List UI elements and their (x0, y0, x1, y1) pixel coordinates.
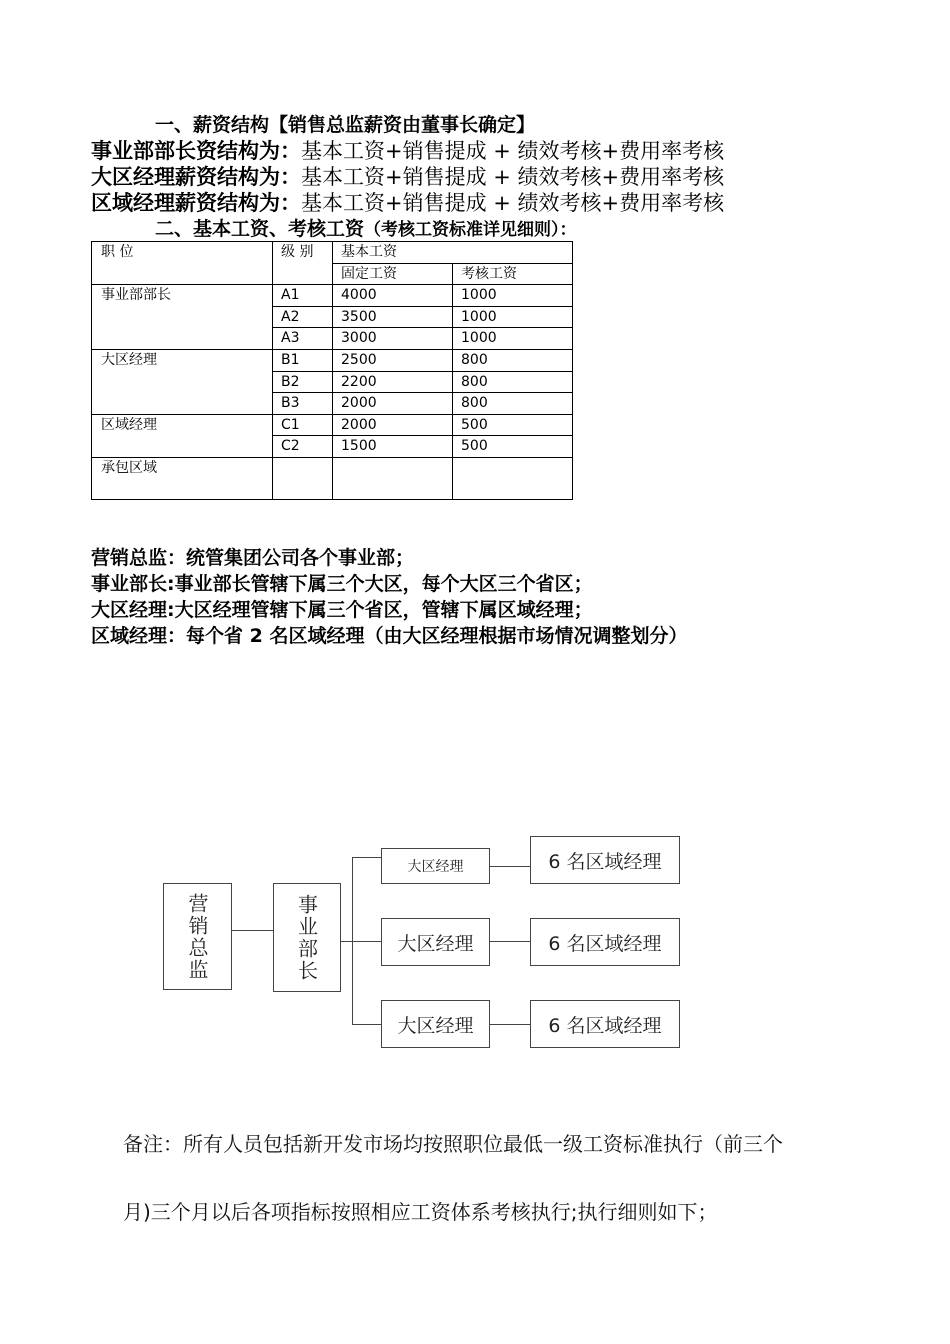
org-box-region-manager: 大区经理 (381, 918, 490, 966)
structure-value: 基本工资+销售提成 + 绩效考核+费用率考核 (301, 139, 725, 163)
duty-line-marketing-director: 营销总监：统管集团公司各个事业部； (91, 547, 415, 569)
assess-cell: 1000 (453, 328, 573, 350)
org-box-region-manager: 大区经理 (381, 848, 490, 884)
fixed-cell: 2000 (333, 414, 453, 436)
fixed-cell: 3000 (333, 328, 453, 350)
structure-line-region-manager (91, 164, 724, 190)
org-box-region-manager: 大区经理 (381, 1000, 490, 1048)
level-cell: A2 (273, 306, 333, 328)
duty-line-dept-head: 事业部长:事业部长管辖下属三个大区，每个大区三个省区； (91, 573, 593, 595)
org-connector (352, 1024, 381, 1025)
org-connector (352, 857, 381, 858)
structure-value: 基本工资+销售提成 + 绩效考核+费用率考核 (301, 191, 725, 215)
org-connector (490, 1024, 530, 1025)
level-cell: B2 (273, 371, 333, 393)
table-row (92, 414, 573, 436)
level-cell: B1 (273, 349, 333, 371)
structure-value: 基本工资+销售提成 + 绩效考核+费用率考核 (301, 165, 725, 189)
org-box-area-managers: 6 名区域经理 (530, 918, 680, 966)
assess-cell: 800 (453, 371, 573, 393)
fixed-cell: 2200 (333, 371, 453, 393)
assess-cell: 800 (453, 393, 573, 415)
level-cell: A1 (273, 285, 333, 307)
header-fixed-salary: 固定工资 (333, 263, 453, 285)
level-cell: C1 (273, 414, 333, 436)
note-line-1: 备注：所有人员包括新开发市场均按照职位最低一级工资标准执行（前三个 (123, 1132, 783, 1156)
assess-cell: 500 (453, 414, 573, 436)
section2-title-main: 二、基本工资、考核工资 (155, 218, 365, 240)
org-box-level2: 事业部长 (273, 883, 341, 992)
section1-title: 一、薪资结构【销售总监薪资由董事长确定】 (155, 114, 536, 136)
assess-cell: 1000 (453, 285, 573, 307)
header-position: 职 位 (92, 242, 273, 285)
level-cell: A3 (273, 328, 333, 350)
org-box-area-managers: 6 名区域经理 (530, 1000, 680, 1048)
position-cell: 大区经理 (92, 349, 273, 414)
fixed-cell: 3500 (333, 306, 453, 328)
fixed-cell: 1500 (333, 436, 453, 458)
assess-cell: 500 (453, 436, 573, 458)
fixed-cell: 2000 (333, 393, 453, 415)
org-connector (352, 941, 381, 942)
structure-label: 区域经理薪资结构为： (91, 191, 301, 215)
note-line-2: 月)三个月以后各项指标按照相应工资体系考核执行;执行细则如下； (123, 1200, 718, 1224)
org-box-area-managers: 6 名区域经理 (530, 836, 680, 884)
assess-cell: 800 (453, 349, 573, 371)
position-cell: 承包区域 (92, 457, 273, 499)
table-row (92, 349, 573, 371)
fixed-cell: 4000 (333, 285, 453, 307)
header-level: 级 别 (273, 242, 333, 285)
level-cell (273, 457, 333, 499)
table-header-row (92, 242, 573, 264)
level-cell: B3 (273, 393, 333, 415)
duty-line-region-manager: 大区经理:大区经理管辖下属三个省区，管辖下属区域经理； (91, 599, 593, 621)
fixed-cell (333, 457, 453, 499)
salary-table (91, 241, 573, 500)
table-row (92, 285, 573, 307)
org-connector (490, 866, 530, 867)
position-cell: 区域经理 (92, 414, 273, 457)
structure-label: 大区经理薪资结构为： (91, 165, 301, 189)
structure-line-dept-head (91, 138, 724, 164)
org-box-root: 营销总监 (163, 883, 232, 990)
assess-cell (453, 457, 573, 499)
section2-title (155, 216, 577, 243)
level-cell: C2 (273, 436, 333, 458)
fixed-cell: 2500 (333, 349, 453, 371)
section2-title-note: （考核工资标准详见细则）： (364, 220, 577, 240)
header-assessment-salary: 考核工资 (453, 263, 573, 285)
header-basic-salary: 基本工资 (333, 242, 573, 264)
org-connector (232, 930, 273, 931)
duty-line-area-manager: 区域经理：每个省 2 名区域经理（由大区经理根据市场情况调整划分） (91, 625, 688, 647)
structure-label: 事业部部长资结构为： (91, 139, 301, 163)
position-cell: 事业部部长 (92, 285, 273, 350)
table-row (92, 457, 573, 499)
structure-line-area-manager (91, 190, 724, 216)
org-connector (490, 941, 530, 942)
assess-cell: 1000 (453, 306, 573, 328)
